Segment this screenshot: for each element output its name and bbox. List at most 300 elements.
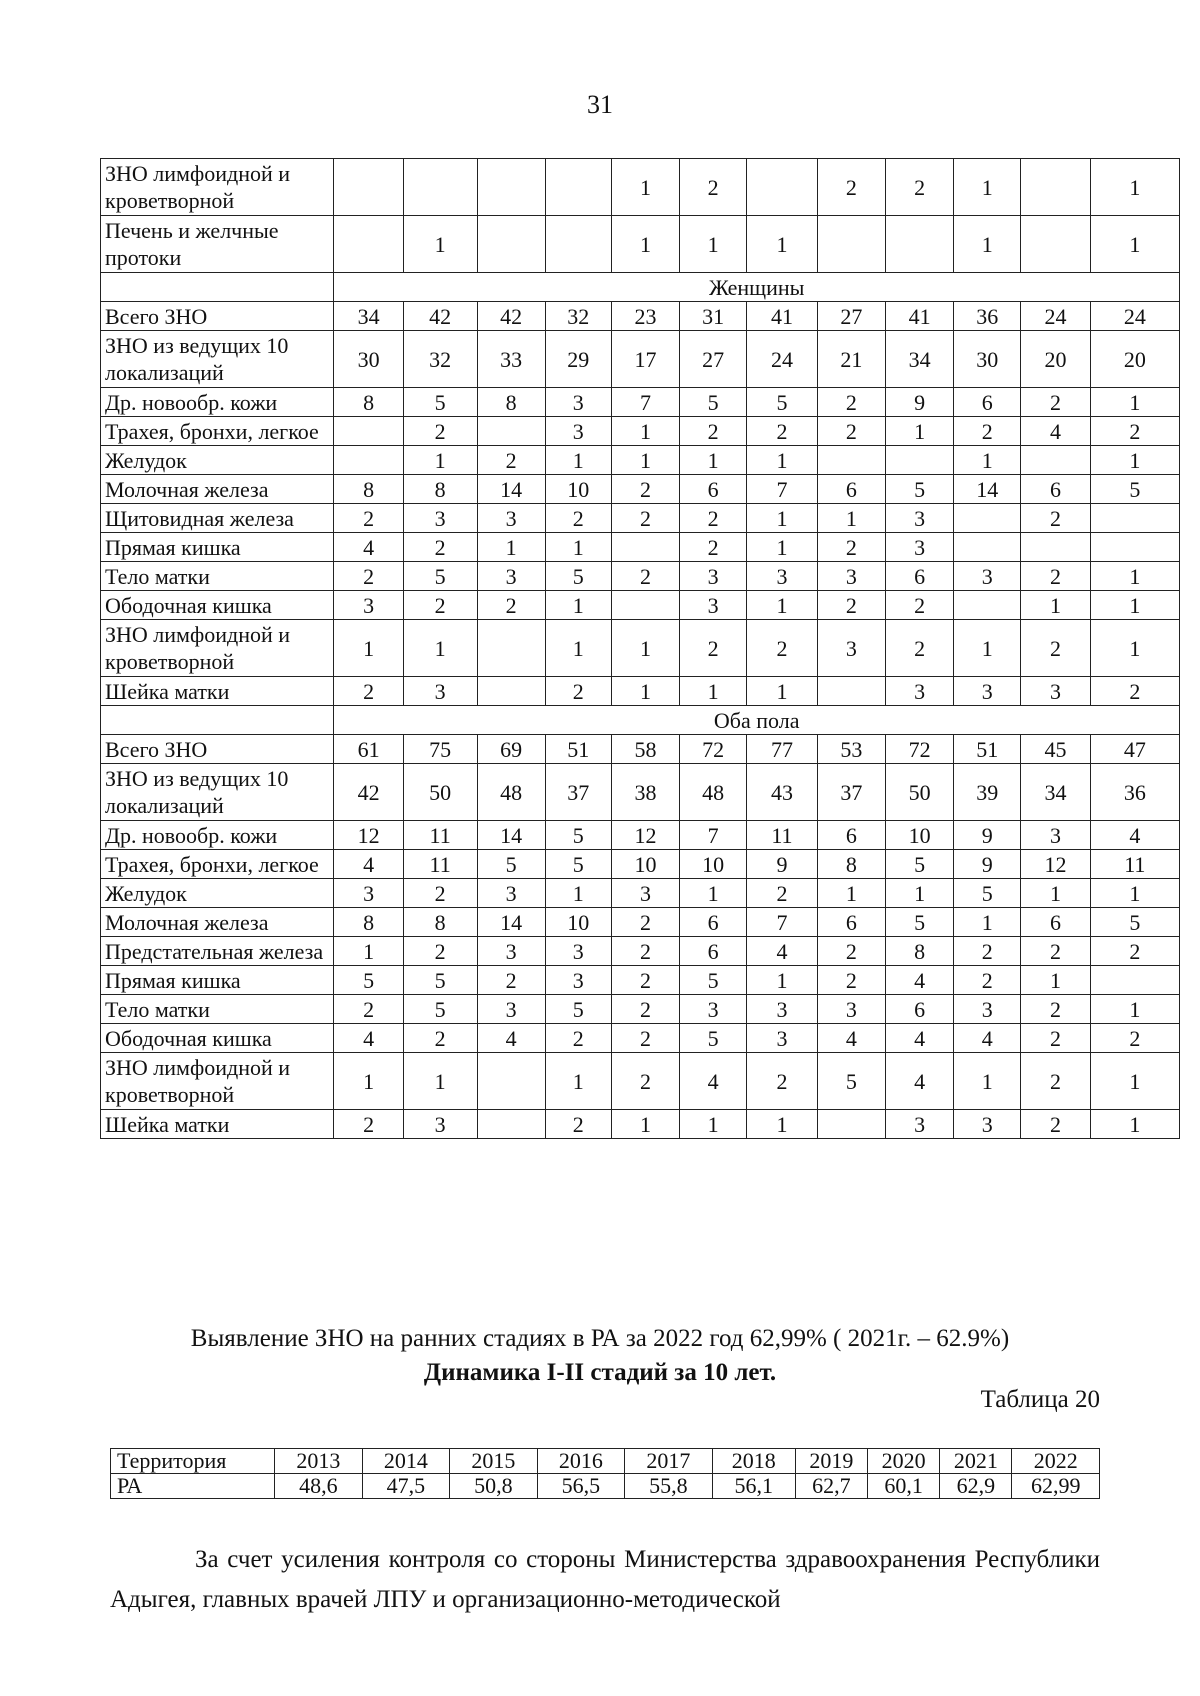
table-cell: 32 [545,302,611,331]
table-cell: 1 [1090,1053,1179,1110]
table-cell: 1 [747,966,817,995]
table-cell: 1 [545,1053,611,1110]
table-cell: 3 [954,562,1021,591]
table-cell: 2 [611,475,679,504]
table-cell: 1 [611,1110,679,1139]
table-cell: 12 [334,821,403,850]
table-cell: 5 [680,966,747,995]
table-cell: 1 [545,620,611,677]
percent-cell: 55,8 [625,1474,713,1499]
table-cell [954,533,1021,562]
table-cell: 5 [817,1053,885,1110]
table-cell: 24 [1090,302,1179,331]
table-cell [334,417,403,446]
year-header: 2017 [625,1449,713,1474]
row-label: ЗНО из ведущих 10 локализаций [101,764,334,821]
percent-cell: 50,8 [450,1474,538,1499]
row-label: ЗНО лимфоидной и кроветворной [101,1053,334,1110]
table-cell: 2 [817,533,885,562]
table-cell: 2 [403,879,477,908]
table-row [101,879,1180,908]
table-cell: 3 [954,1110,1021,1139]
table-cell [545,159,611,216]
table-cell: 2 [747,620,817,677]
table-cell: 10 [545,475,611,504]
table-cell: 5 [545,995,611,1024]
table-cell: 1 [1021,966,1090,995]
table-cell: 2 [1090,1024,1179,1053]
table-cell: 2 [817,591,885,620]
table-cell: 6 [817,908,885,937]
table-cell: 2 [403,533,477,562]
table-cell: 1 [954,159,1021,216]
table-cell [477,1110,545,1139]
table-cell: 29 [545,331,611,388]
table-cell [885,446,953,475]
table-cell: 53 [817,735,885,764]
table-cell: 11 [403,850,477,879]
table-cell: 1 [885,879,953,908]
table-cell: 2 [1021,1110,1090,1139]
table-cell: 5 [403,995,477,1024]
table-label: Таблица 20 [980,1386,1100,1413]
table-cell: 1 [611,417,679,446]
table-cell: 1 [403,1053,477,1110]
table-cell: 6 [680,908,747,937]
cancer-stats-table [100,158,1180,1139]
row-label: Всего ЗНО [101,735,334,764]
row-label: Щитовидная железа [101,504,334,533]
table-cell: 2 [747,879,817,908]
table-cell: 8 [334,475,403,504]
row-label: ЗНО лимфоидной и кроветворной [101,159,334,216]
table-cell: 5 [885,475,953,504]
table-cell: 1 [1090,159,1179,216]
table-cell: 2 [545,1024,611,1053]
table-cell: 1 [1090,995,1179,1024]
table-cell: 5 [1090,908,1179,937]
year-header: 2021 [940,1449,1012,1474]
section-title: Оба пола [334,706,1180,735]
table-cell: 4 [954,1024,1021,1053]
table-cell: 3 [1021,821,1090,850]
body-paragraph: За счет усиления контроля со стороны Министерства здравоохранения Республики Адыгея, главных врачей ЛПУ и организационно-методической [110,1546,1100,1613]
table-cell: 4 [747,937,817,966]
territory-name: РА [111,1474,275,1499]
table-cell: 10 [680,850,747,879]
table-cell: 1 [334,1053,403,1110]
table-cell: 1 [747,677,817,706]
table-cell: 1 [1090,562,1179,591]
table-cell: 4 [885,1024,953,1053]
table-cell: 6 [680,937,747,966]
table-cell: 2 [1090,937,1179,966]
section-stub [101,706,334,735]
table-row [101,504,1180,533]
table-cell: 2 [545,677,611,706]
row-label: ЗНО лимфоидной и кроветворной [101,620,334,677]
table-cell: 21 [817,331,885,388]
page-number: 31 [587,90,613,119]
table-cell [1090,966,1179,995]
table-cell [817,677,885,706]
table-cell: 3 [747,562,817,591]
table-cell: 2 [954,966,1021,995]
table-cell: 2 [477,966,545,995]
table-cell: 8 [817,850,885,879]
table-cell: 2 [545,1110,611,1139]
row-label: Предстательная железа [101,937,334,966]
table-cell: 1 [611,159,679,216]
table-cell: 6 [817,821,885,850]
table-cell: 9 [954,821,1021,850]
table-cell: 2 [611,562,679,591]
table-cell: 2 [545,504,611,533]
table-cell: 2 [885,591,953,620]
table-row [101,591,1180,620]
row-label: ЗНО из ведущих 10 локализаций [101,331,334,388]
table-cell: 20 [1090,331,1179,388]
table-cell: 2 [611,908,679,937]
table-cell: 7 [680,821,747,850]
row-label: Ободочная кишка [101,1024,334,1053]
table-cell: 1 [545,533,611,562]
table-cell: 1 [611,446,679,475]
table-cell: 2 [1021,995,1090,1024]
table-cell: 1 [403,216,477,273]
table-cell: 4 [885,1053,953,1110]
table-cell: 2 [817,159,885,216]
table-cell: 10 [545,908,611,937]
table-cell: 9 [747,850,817,879]
table-cell: 72 [885,735,953,764]
table-cell: 2 [403,1024,477,1053]
table-cell: 2 [334,995,403,1024]
table-row [101,159,1180,216]
table-cell [1090,533,1179,562]
table-row [101,677,1180,706]
table-cell: 3 [403,504,477,533]
table-row [101,1110,1180,1139]
table-cell: 2 [680,504,747,533]
percent-cell: 47,5 [362,1474,450,1499]
percent-cell: 60,1 [868,1474,940,1499]
row-label: Желудок [101,446,334,475]
table-cell: 1 [885,417,953,446]
table-row [101,821,1180,850]
table-cell [817,446,885,475]
row-label: Др. новообр. кожи [101,388,334,417]
table-cell: 1 [545,446,611,475]
territory-header: Территория [111,1449,275,1474]
table-cell: 2 [1021,388,1090,417]
table-cell: 5 [545,562,611,591]
table-cell: 2 [611,995,679,1024]
table-cell: 2 [954,937,1021,966]
table-cell: 33 [477,331,545,388]
table-cell: 6 [885,995,953,1024]
table-cell: 5 [403,562,477,591]
table-cell: 2 [885,620,953,677]
section-both-sexes [101,706,1180,735]
table-cell: 5 [545,821,611,850]
table-cell: 37 [545,764,611,821]
table-cell: 1 [545,879,611,908]
table-cell: 2 [1021,504,1090,533]
table-cell: 4 [334,850,403,879]
table-cell: 1 [477,533,545,562]
table-cell: 41 [885,302,953,331]
table-cell: 47 [1090,735,1179,764]
table-row [101,388,1180,417]
percent-cell: 56,5 [537,1474,625,1499]
table-cell: 5 [885,850,953,879]
table-cell: 1 [680,446,747,475]
table-cell [1021,446,1090,475]
table-cell: 2 [680,620,747,677]
table-cell: 27 [680,331,747,388]
table-cell: 51 [545,735,611,764]
table-cell: 3 [817,562,885,591]
table-cell: 5 [885,908,953,937]
table-cell: 30 [334,331,403,388]
table-row [101,562,1180,591]
table-cell: 7 [747,475,817,504]
table-cell: 8 [403,475,477,504]
dynamics-table [110,1448,1100,1499]
table-cell: 1 [1090,216,1179,273]
table-cell: 5 [403,966,477,995]
table-row [101,1024,1180,1053]
table-cell: 3 [477,937,545,966]
table-cell: 3 [334,591,403,620]
table-cell: 8 [334,908,403,937]
table-cell: 34 [334,302,403,331]
year-header: 2020 [868,1449,940,1474]
table-cell: 6 [680,475,747,504]
dynamics-data-row [111,1474,1100,1499]
row-label: Др. новообр. кожи [101,821,334,850]
table-cell: 3 [885,533,953,562]
table-cell: 2 [611,1024,679,1053]
table-cell: 3 [680,591,747,620]
table-cell: 4 [334,1024,403,1053]
table-cell: 2 [817,966,885,995]
percent-cell: 62,99 [1012,1474,1100,1499]
table-cell: 3 [477,562,545,591]
summary-block [100,1322,1100,1390]
table-cell: 4 [680,1053,747,1110]
year-header: 2018 [712,1449,795,1474]
table-cell: 12 [1021,850,1090,879]
table-cell: 1 [747,591,817,620]
table-cell: 2 [817,417,885,446]
table-cell: 8 [334,388,403,417]
table-cell: 2 [334,1110,403,1139]
table-cell: 34 [885,331,953,388]
section-women [101,273,1180,302]
table-cell: 2 [403,417,477,446]
table-cell [477,1053,545,1110]
table-row [101,302,1180,331]
table-cell: 9 [954,850,1021,879]
table-cell: 1 [680,1110,747,1139]
table-cell: 41 [747,302,817,331]
table-cell: 3 [545,417,611,446]
table-cell: 77 [747,735,817,764]
table-cell: 24 [1021,302,1090,331]
table-cell: 8 [477,388,545,417]
table-cell: 2 [1021,562,1090,591]
table-cell [545,216,611,273]
table-row [101,446,1180,475]
table-row [101,620,1180,677]
table-cell [477,417,545,446]
row-label: Молочная железа [101,908,334,937]
row-label: Шейка матки [101,677,334,706]
table-cell: 7 [611,388,679,417]
table-cell: 5 [334,966,403,995]
table-cell: 3 [680,995,747,1024]
table-cell: 2 [611,504,679,533]
table-cell: 11 [747,821,817,850]
table-cell: 36 [1090,764,1179,821]
table-cell: 3 [817,995,885,1024]
table-row [101,937,1180,966]
year-header: 2019 [795,1449,867,1474]
table-cell: 2 [611,937,679,966]
table-cell: 1 [954,1053,1021,1110]
table-cell: 42 [403,302,477,331]
table-cell [611,591,679,620]
row-label: Прямая кишка [101,533,334,562]
row-label: Шейка матки [101,1110,334,1139]
table-row [101,475,1180,504]
table-row [101,417,1180,446]
table-cell: 5 [680,1024,747,1053]
table-cell: 23 [611,302,679,331]
summary-title: Динамика I-II стадий за 10 лет. [423,1359,777,1386]
table-cell: 1 [1090,1110,1179,1139]
table-cell: 1 [334,620,403,677]
percent-cell: 62,7 [795,1474,867,1499]
table-cell: 24 [747,331,817,388]
table-cell: 3 [545,966,611,995]
table-cell: 1 [1090,591,1179,620]
year-header: 2022 [1012,1449,1100,1474]
table-cell [334,446,403,475]
table-cell [477,677,545,706]
summary-line: Выявление ЗНО на ранних стадиях в РА за 2022 год 62,99% ( 2021г. – 62.9%) [190,1325,1010,1352]
table-cell: 3 [954,677,1021,706]
percent-cell: 56,1 [712,1474,795,1499]
table-cell [477,620,545,677]
table-cell: 3 [477,995,545,1024]
year-header: 2015 [450,1449,538,1474]
row-label: Тело матки [101,562,334,591]
table-cell: 1 [403,620,477,677]
year-header: 2014 [362,1449,450,1474]
table-cell [885,216,953,273]
table-row [101,908,1180,937]
table-cell [477,216,545,273]
table-cell: 2 [334,504,403,533]
table-cell: 3 [954,995,1021,1024]
table-cell: 6 [885,562,953,591]
table-cell [477,159,545,216]
table-cell [334,159,403,216]
table-cell: 50 [885,764,953,821]
table-cell: 30 [954,331,1021,388]
table-cell: 3 [885,504,953,533]
table-cell: 37 [817,764,885,821]
table-cell: 72 [680,735,747,764]
table-cell: 1 [545,591,611,620]
table-cell: 4 [885,966,953,995]
table-cell: 38 [611,764,679,821]
table-cell: 2 [954,417,1021,446]
table-cell: 1 [403,446,477,475]
table-cell [403,159,477,216]
row-label: Всего ЗНО [101,302,334,331]
table-cell: 3 [747,1024,817,1053]
table-cell: 6 [1021,475,1090,504]
table-cell: 3 [817,620,885,677]
table-cell: 3 [403,1110,477,1139]
table-cell: 1 [611,216,679,273]
table-cell: 2 [680,159,747,216]
table-cell: 2 [1090,417,1179,446]
table-cell: 20 [1021,331,1090,388]
table-cell: 1 [747,446,817,475]
table-cell: 6 [954,388,1021,417]
table-cell: 17 [611,331,679,388]
table-cell: 5 [545,850,611,879]
table-cell: 3 [477,504,545,533]
percent-cell: 48,6 [275,1474,363,1499]
table-cell: 1 [1090,388,1179,417]
table-cell: 69 [477,735,545,764]
table-cell: 32 [403,331,477,388]
table-cell: 8 [885,937,953,966]
table-cell: 14 [477,821,545,850]
table-cell: 2 [817,937,885,966]
table-cell: 1 [680,879,747,908]
table-row [101,331,1180,388]
table-cell [954,504,1021,533]
table-cell: 3 [747,995,817,1024]
table-cell: 7 [747,908,817,937]
table-cell: 14 [954,475,1021,504]
percent-cell: 62,9 [940,1474,1012,1499]
table-cell: 39 [954,764,1021,821]
table-cell: 5 [403,388,477,417]
table-cell [611,533,679,562]
row-label: Прямая кишка [101,966,334,995]
table-cell [817,1110,885,1139]
row-label: Трахея, бронхи, легкое [101,850,334,879]
table-cell: 2 [477,446,545,475]
table-cell: 31 [680,302,747,331]
table-cell: 1 [747,1110,817,1139]
table-row [101,995,1180,1024]
section-title: Женщины [334,273,1180,302]
table-cell: 4 [1090,821,1179,850]
table-cell: 48 [477,764,545,821]
table-cell: 1 [1021,591,1090,620]
year-header: 2016 [537,1449,625,1474]
table-cell: 3 [545,388,611,417]
